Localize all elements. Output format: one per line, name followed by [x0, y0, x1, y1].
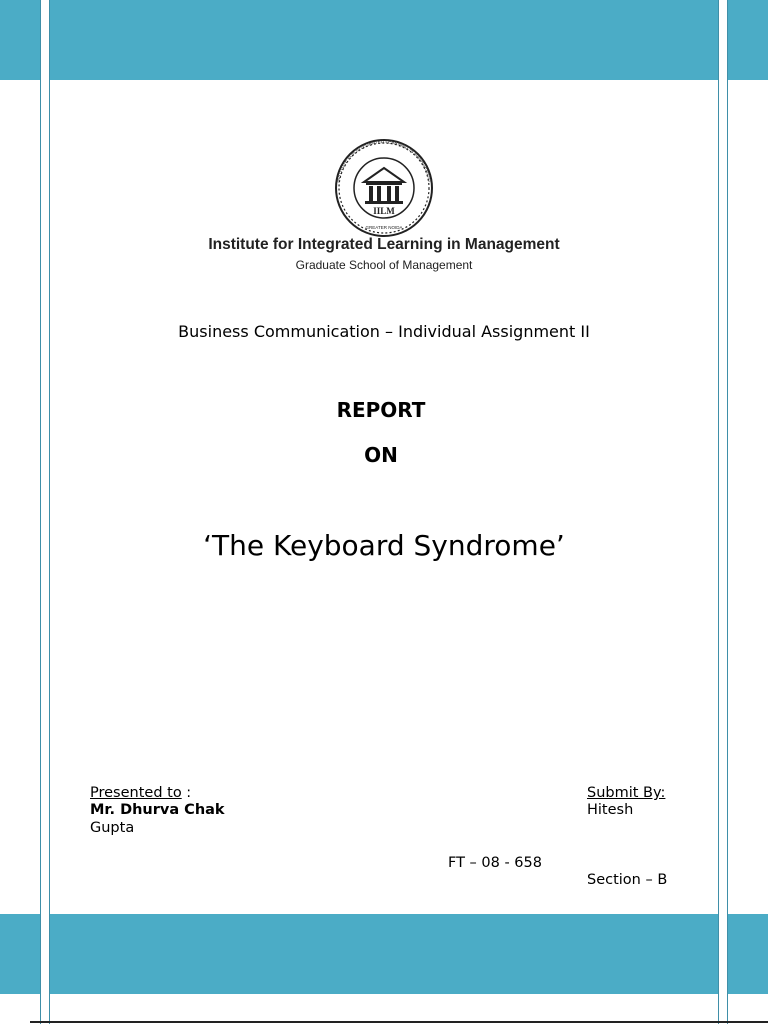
seal-outer-text: INSTITUTE FOR INTEGRATED LEARNING IN MANAGEMENT — [335, 138, 433, 183]
right-margin-gap — [719, 0, 727, 1024]
institute-name: Institute for Integrated Learning in Management — [208, 236, 560, 253]
on-heading: ON — [364, 443, 398, 467]
presenter-name-continued: Gupta — [90, 820, 135, 836]
left-margin-gap — [41, 0, 49, 1024]
page-bottom-rule — [30, 1021, 768, 1023]
institute-seal-logo — [180, 138, 588, 278]
course-line: Business Communication – Individual Assignment II — [178, 322, 590, 341]
presented-to-colon: : — [181, 785, 192, 801]
report-heading: REPORT — [336, 398, 426, 422]
seal-abbrev: IILM — [373, 206, 395, 216]
right-frame-line-outer — [727, 0, 728, 1024]
section-label: Section – B — [587, 872, 668, 888]
footer-band — [0, 914, 768, 994]
institute-subtitle: Graduate School of Management — [295, 258, 473, 272]
roll-number: FT – 08 - 658 — [448, 855, 542, 871]
seal-bottom-text: GREATER NOIDA — [365, 225, 403, 230]
left-frame-line-inner — [49, 0, 50, 1024]
right-frame-line-inner — [718, 0, 719, 1024]
submit-by-label: Submit By: — [587, 785, 666, 801]
header-band — [0, 0, 768, 80]
presented-to-label-row — [90, 785, 191, 802]
submitter-name: Hitesh — [587, 802, 634, 818]
left-frame-line-outer — [40, 0, 41, 1024]
presenter-name: Mr. Dhurva Chak — [90, 802, 225, 818]
presented-to-label: Presented to — [90, 785, 182, 801]
report-title: ‘The Keyboard Syndrome’ — [203, 529, 565, 562]
